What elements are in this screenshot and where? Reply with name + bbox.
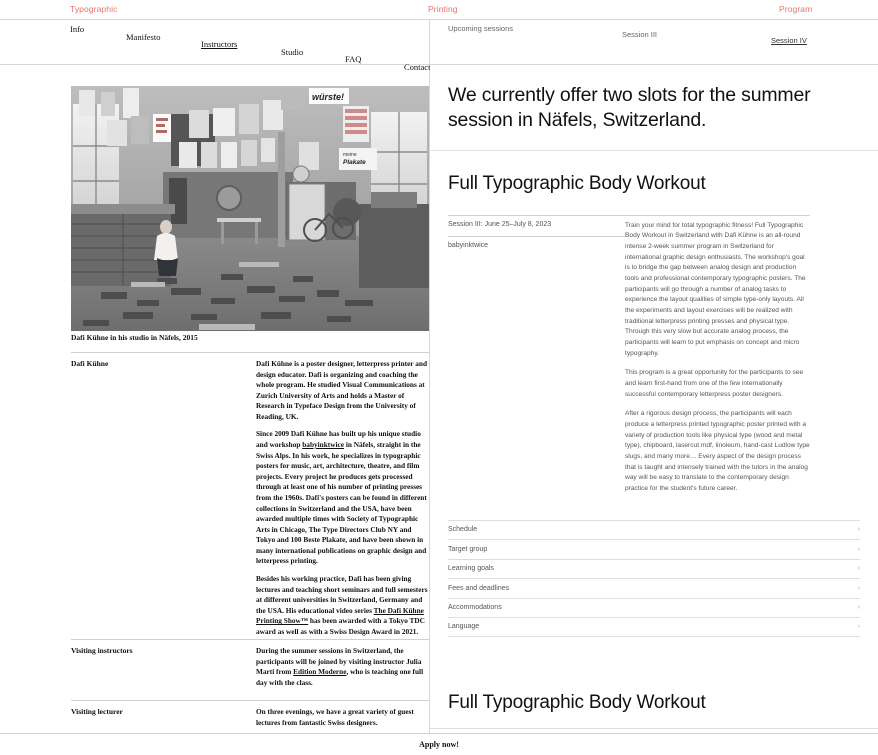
section-label: Dafi Kühne bbox=[71, 359, 109, 368]
apply-now-label: Apply now! bbox=[419, 740, 459, 749]
brand-word-typographic[interactable]: Typographic bbox=[70, 4, 118, 14]
accordion-item-language[interactable] bbox=[448, 617, 860, 637]
accordion-item-learning-goals[interactable] bbox=[448, 559, 860, 579]
brand-word-program[interactable]: Program bbox=[779, 4, 813, 14]
brand-bar bbox=[0, 0, 878, 20]
accordion-item-fees-and-deadlines[interactable] bbox=[448, 578, 860, 598]
nav-item-studio[interactable]: Studio bbox=[281, 47, 304, 57]
section-label: Visiting lecturer bbox=[71, 707, 123, 716]
program-meta bbox=[448, 215, 625, 255]
paragraph: Since 2009 Dafi Kühne has built up his unique studio and workshop babyinktwice in Näfels, straight in the Swiss Alps. In his work, he specializes in typographic posters for music, art, architecture, theatre, and film projects. Every project he produces gets processed through at least one of his number of printing presses from the 1960s. Dafi's posters can be found in different collections in Switzerland and the USA, have been awarded multiple times with Society of Typographic Arts in Chicago, The Type Directors Club NY and Tokyo and 100 Beste Plakate, and have been shown in many international publications on graphic design and letterpress printing. bbox=[256, 429, 427, 566]
accordion-label: Learning goals bbox=[448, 565, 494, 573]
link-printing-show[interactable]: The Dafi Kühne Printing Show™ bbox=[256, 605, 424, 626]
chevron-right-icon: › bbox=[857, 584, 860, 592]
program-studio[interactable]: babyinktwice bbox=[448, 236, 625, 255]
chevron-right-icon: › bbox=[857, 526, 860, 534]
paragraph: After a rigorous design process, the participants will each produce a letterpress printed typographic poster printed with a variety of production tools like physical type (wood and metal type), chipboard, lasercut mdf, linoleum, hand-cast Ludlow type slugs, and many more… Every aspect of the design process that is taught and intensely trained with the tutors in the analog way will be easy to translate to the contemporary design practice for the student's future career. bbox=[625, 410, 810, 493]
section-body bbox=[256, 353, 429, 645]
nav-item-faq[interactable]: FAQ bbox=[345, 54, 362, 64]
program-columns bbox=[430, 215, 878, 520]
svg-text:meine: meine bbox=[343, 152, 357, 158]
accordion-item-schedule[interactable] bbox=[448, 520, 860, 540]
nav-item-info[interactable]: Info bbox=[70, 24, 85, 34]
paragraph: Besides his working practice, Dafi has been giving lectures and teaching short seminars and full semesters at different universities in Switzerland, Germany and the USA. His educational video series The Dafi Kühne Printing Show™ has been awarded with a Tokyo TDC award as well as with a Swiss Design Award in 2021. bbox=[256, 573, 428, 636]
hero-block bbox=[430, 65, 878, 151]
apply-bar[interactable] bbox=[0, 733, 878, 755]
section-label: Visiting instructors bbox=[71, 646, 133, 655]
accordion-label: Fees and deadlines bbox=[448, 584, 510, 592]
svg-text:Plakate: Plakate bbox=[343, 159, 366, 166]
accordion-label: Language bbox=[448, 623, 480, 631]
accordion-label: Accommodations bbox=[448, 604, 502, 612]
accordion-label: Schedule bbox=[448, 526, 478, 534]
nav-item-manifesto[interactable]: Manifesto bbox=[126, 32, 161, 42]
studio-photo-image bbox=[71, 86, 429, 331]
session-nav-session-iii[interactable]: Session III bbox=[622, 30, 658, 39]
section-body bbox=[256, 640, 429, 696]
right-panel bbox=[430, 20, 878, 755]
nav-item-instructors[interactable]: Instructors bbox=[201, 39, 238, 49]
left-panel bbox=[0, 20, 430, 755]
program-description bbox=[625, 215, 810, 495]
link-edition-moderne[interactable]: Edition Moderne bbox=[293, 667, 347, 677]
photo-caption: Dafi Kühne in his studio in Näfels, 2015 bbox=[71, 333, 198, 342]
chevron-right-icon: › bbox=[857, 623, 860, 631]
session-nav bbox=[430, 20, 878, 65]
svg-text:würste!: würste! bbox=[312, 92, 345, 102]
program-session-line: Session III: June 25–July 8, 2023 bbox=[448, 215, 625, 236]
paragraph: On three evenings, we have a great variety of guest lectures from fantastic Swiss designers. bbox=[256, 707, 414, 727]
link-babyinktwice[interactable]: babyinktwice bbox=[302, 440, 344, 450]
chevron-right-icon: › bbox=[857, 565, 860, 573]
paragraph: During the summer sessions in Switzerland, the participants will be joined by visiting instructor Julia Marti from Edition Moderne, who is teaching one full day with the class. bbox=[256, 646, 424, 687]
paragraph: Dafi Kühne is a poster designer, letterpress printer and design educator. Dafi is organizing and coaching the whole program. He studied Visual Communications at Zurich University of Arts and holds a Master of Research in Typeface Design from the University of Reading, UK. bbox=[256, 359, 428, 421]
accordion-item-accommodations[interactable] bbox=[448, 598, 860, 618]
accordion-item-target-group[interactable] bbox=[448, 539, 860, 559]
chevron-right-icon: › bbox=[857, 545, 860, 553]
brand-word-printing[interactable]: Printing bbox=[428, 4, 458, 14]
chevron-right-icon: › bbox=[857, 604, 860, 612]
section-dafi-kuhne bbox=[71, 352, 429, 645]
main-nav bbox=[0, 20, 431, 72]
studio-photo-figure bbox=[71, 86, 429, 331]
paragraph: Train your mind for total typographic fitness! Full Typographic Body Workout in Switzerland with Dafi Kühne is an all-round intense 2-week summer program in Switzerland for international graphic design enthusiasts. The workshop's goal is to bridge the gap between analog design and production tools and professional contemporary typographic posters. The participants will go through a number of analog tasks to experience the layout qualities of simple type-only layouts. All the experiments and layout exercises will be realized with traditional letterpress printing presses and physical type. Through this very slow but accurate analog process, the participants will learn to put emphasis on concept and micro typography. bbox=[625, 221, 806, 357]
accordion-label: Target group bbox=[448, 545, 488, 553]
session-nav-session-iv[interactable]: Session IV bbox=[771, 36, 807, 45]
session-nav-upcoming[interactable]: Upcoming sessions bbox=[448, 24, 514, 33]
paragraph: This program is a great opportunity for the participants to see and learn first-hand from one of the few internationally successful contemporary letterpress poster designers. bbox=[625, 369, 804, 398]
nav-item-contact[interactable]: Contact bbox=[404, 62, 431, 72]
section-visiting-instructors bbox=[71, 639, 429, 696]
program-accordion bbox=[430, 520, 878, 637]
hero-headline: We currently offer two slots for the summer session in Näfels, Switzerland. bbox=[448, 84, 811, 132]
archive-title: Full Typographic Body Workout bbox=[448, 692, 706, 713]
program-title: Full Typographic Body Workout bbox=[448, 172, 706, 194]
